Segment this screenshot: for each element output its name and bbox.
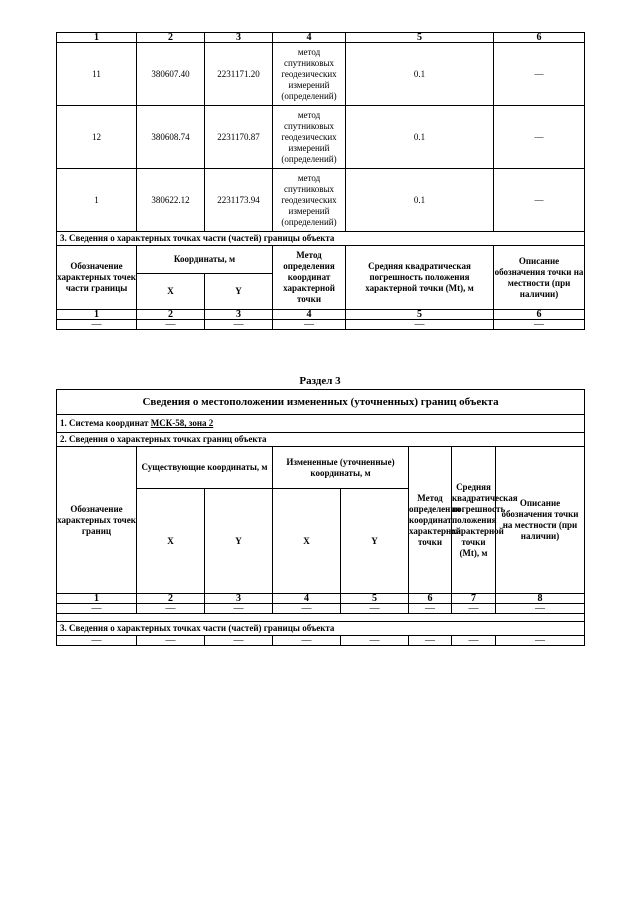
accuracy: 0.1	[346, 43, 494, 106]
header-row	[57, 447, 585, 489]
empty-cell: —	[409, 636, 452, 646]
points-table-continuation	[56, 32, 585, 330]
header-y: Y	[341, 489, 409, 594]
col-num: 4	[273, 594, 341, 604]
section3-title: 3. Сведения о характерных точках части (частей) границы объекта	[57, 622, 585, 636]
empty-cell: —	[137, 636, 205, 646]
point-number: 1	[57, 169, 137, 232]
empty-cell: —	[273, 320, 346, 330]
column-number-row	[57, 594, 585, 604]
empty-cell: —	[341, 636, 409, 646]
section2-title: 2. Сведения о характерных точках границ объекта	[57, 433, 585, 447]
column-number-row	[57, 310, 585, 320]
point-number: 11	[57, 43, 137, 106]
table-row	[57, 106, 585, 169]
description: —	[494, 106, 585, 169]
header-x: X	[137, 274, 205, 310]
empty-cell: —	[273, 636, 341, 646]
header-y: Y	[205, 489, 273, 594]
header-existing-coords: Существующие координаты, м	[137, 447, 273, 489]
col-num: 2	[137, 33, 205, 43]
coord-system	[57, 415, 585, 433]
accuracy: 0.1	[346, 106, 494, 169]
empty-cell: —	[452, 636, 496, 646]
col-num: 1	[57, 310, 137, 320]
coord-system-row	[57, 415, 585, 433]
coord-y: 2231171.20	[205, 43, 273, 106]
col-num: 3	[205, 310, 273, 320]
empty-cell: —	[409, 604, 452, 614]
coord-system-label: 1. Система координат	[60, 418, 149, 428]
title-row	[57, 390, 585, 415]
empty-cell: —	[57, 636, 137, 646]
header-x: X	[273, 489, 341, 594]
col-num: 2	[137, 594, 205, 604]
header-row	[57, 246, 585, 274]
col-num: 5	[341, 594, 409, 604]
section3-title: 3. Сведения о характерных точках части (частей) границы объекта	[57, 232, 585, 246]
col-num: 4	[273, 310, 346, 320]
header-designation: Обозначение характерных точек части границы	[57, 246, 137, 310]
empty-cell: —	[496, 636, 585, 646]
accuracy: 0.1	[346, 169, 494, 232]
header-accuracy: Средняя квадратическая погрешность положения характерной точки (Mt), м	[346, 246, 494, 310]
col-num: 5	[346, 33, 494, 43]
empty-cell: —	[496, 604, 585, 614]
coord-x: 380622.12	[137, 169, 205, 232]
method: метод спутниковых геодезических измерений (определений)	[273, 169, 346, 232]
empty-cell: —	[205, 604, 273, 614]
description: —	[494, 43, 585, 106]
coord-y: 2231173.94	[205, 169, 273, 232]
header-y: Y	[205, 274, 273, 310]
empty-cell: —	[346, 320, 494, 330]
col-num: 8	[496, 594, 585, 604]
coord-x: 380607.40	[137, 43, 205, 106]
col-num: 6	[494, 310, 585, 320]
section-heading: Раздел 3	[299, 375, 341, 387]
table-title: Сведения о местоположении измененных (уточненных) границ объекта	[57, 390, 585, 415]
coord-y: 2231170.87	[205, 106, 273, 169]
method: метод спутниковых геодезических измерений (определений)	[273, 106, 346, 169]
col-num: 6	[409, 594, 452, 604]
point-number: 12	[57, 106, 137, 169]
col-num: 5	[346, 310, 494, 320]
header-designation: Обозначение характерных точек границ	[57, 447, 137, 594]
empty-cell: —	[205, 320, 273, 330]
header-x: X	[137, 489, 205, 594]
col-num: 1	[57, 594, 137, 604]
empty-cell: —	[494, 320, 585, 330]
method: метод спутниковых геодезических измерений (определений)	[273, 43, 346, 106]
coord-system-value: МСК-58, зона 2	[150, 418, 214, 428]
col-num: 3	[205, 594, 273, 604]
header-accuracy: Средняя квадратическая погрешность положения характерной точки (Mt), м	[452, 447, 496, 594]
header-changed-coords: Измененные (уточненные) координаты, м	[273, 447, 409, 489]
col-num: 1	[57, 33, 137, 43]
col-num: 7	[452, 594, 496, 604]
header-description: Описание обозначения точки на местности (при наличии)	[494, 246, 585, 310]
header-method: Метод определения координат характерной точки	[273, 246, 346, 310]
empty-cell: —	[273, 604, 341, 614]
col-num: 3	[205, 33, 273, 43]
spacer-row	[57, 614, 585, 622]
table-row	[57, 169, 585, 232]
header-description: Описание обозначения точки на местности (при наличии)	[496, 447, 585, 594]
empty-cell: —	[137, 320, 205, 330]
table-row	[57, 604, 585, 614]
changed-boundaries-table	[56, 389, 585, 646]
col-num: 6	[494, 33, 585, 43]
section-title-row	[57, 232, 585, 246]
empty-cell: —	[341, 604, 409, 614]
spacer	[57, 614, 585, 622]
description: —	[494, 169, 585, 232]
empty-cell: —	[137, 604, 205, 614]
table-row	[57, 320, 585, 330]
header-method: Метод определения координат характерной точки	[409, 447, 452, 594]
col-num: 2	[137, 310, 205, 320]
section-title-row	[57, 622, 585, 636]
table-row	[57, 43, 585, 106]
empty-cell: —	[452, 604, 496, 614]
empty-cell: —	[205, 636, 273, 646]
empty-cell: —	[57, 320, 137, 330]
header-coordinates: Координаты, м	[137, 246, 273, 274]
column-number-row	[57, 33, 585, 43]
col-num: 4	[273, 33, 346, 43]
section-title-row	[57, 433, 585, 447]
coord-x: 380608.74	[137, 106, 205, 169]
table-row	[57, 636, 585, 646]
empty-cell: —	[57, 604, 137, 614]
